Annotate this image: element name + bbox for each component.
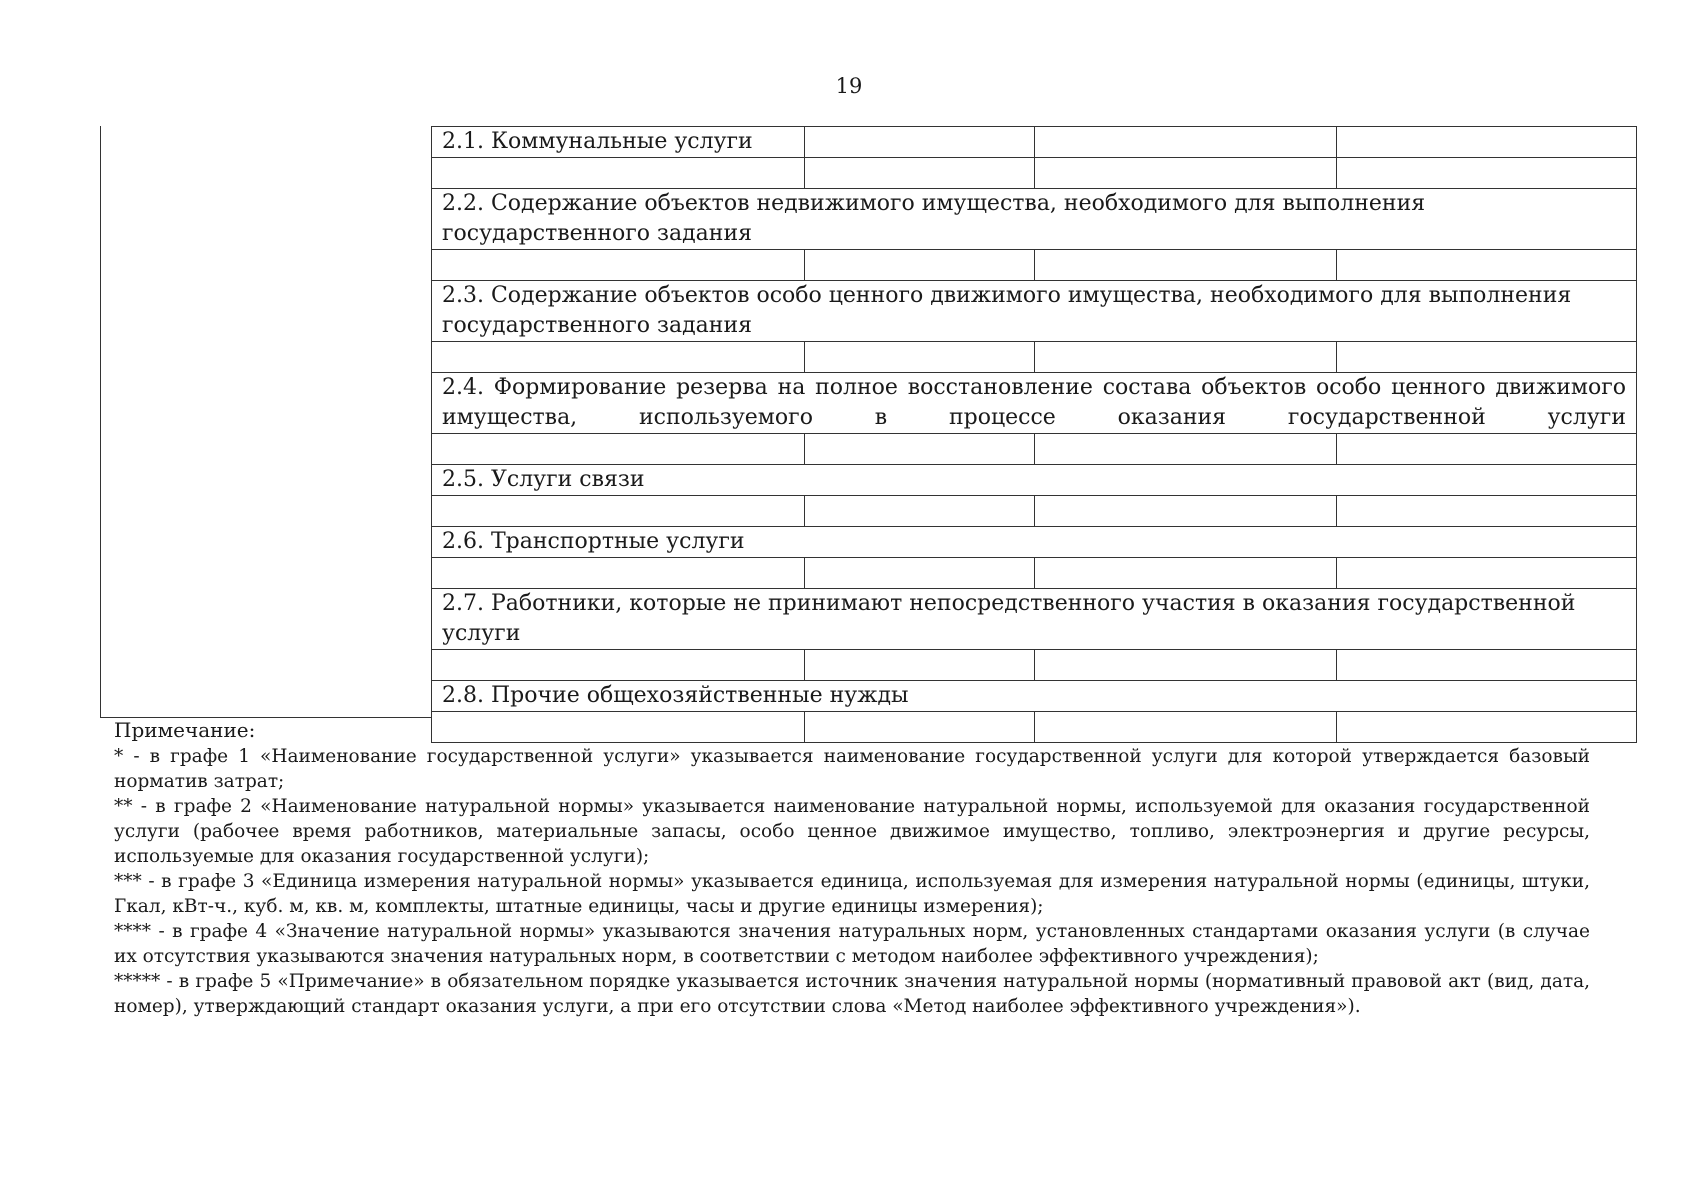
row-label: 2.5. Услуги связи — [432, 465, 1637, 496]
notes-title: Примечание: — [114, 718, 256, 742]
table-row — [432, 650, 1637, 681]
table-cell — [1035, 250, 1337, 281]
table-cell — [432, 650, 805, 681]
table-cell — [432, 434, 805, 465]
table-row — [432, 373, 1637, 434]
row-label: 2.1. Коммунальные услуги — [432, 127, 805, 158]
norms-table — [431, 126, 1637, 743]
table-cell — [805, 158, 1035, 189]
table-row — [432, 342, 1637, 373]
table-left-column-frame — [100, 126, 432, 718]
table-cell — [805, 342, 1035, 373]
table-row — [432, 558, 1637, 589]
table-row — [432, 589, 1637, 650]
notes-section — [114, 718, 1590, 1019]
table-row — [432, 434, 1637, 465]
table-cell — [1035, 496, 1337, 527]
table-cell — [1337, 650, 1637, 681]
table-cell — [1035, 127, 1337, 158]
table-cell — [1035, 558, 1337, 589]
table-cell — [805, 127, 1035, 158]
note-item: ** - в графе 2 «Наименование натуральной нормы» указывается наименование натуральной нормы, используемой для оказания государственной услуги (рабочее время работников, материальные запасы, особо ценное движимое имущество, топливо, электроэнергия и другие ресурсы, используемые для оказания государственной услуги); — [114, 796, 1590, 867]
table-cell — [432, 250, 805, 281]
row-label: 2.3. Содержание объектов особо ценного движимого имущества, необходимого для выполнения государственного задания — [432, 281, 1637, 342]
table-row — [432, 465, 1637, 496]
row-label: 2.8. Прочие общехозяйственные нужды — [432, 681, 1637, 712]
table-row — [432, 250, 1637, 281]
table-cell — [1035, 342, 1337, 373]
table-row — [432, 496, 1637, 527]
page-number: 19 — [835, 74, 863, 98]
table-cell — [1337, 250, 1637, 281]
table-row — [432, 681, 1637, 712]
table-row — [432, 281, 1637, 342]
table-cell — [1035, 650, 1337, 681]
table-row — [432, 527, 1637, 558]
table-cell — [805, 558, 1035, 589]
note-item: *** - в графе 3 «Единица измерения натуральной нормы» указывается единица, используемая для измерения натуральной нормы (единицы, штуки, Гкал, кВт-ч., куб. м, кв. м, комплекты, штатные единицы, часы и другие единицы измерения); — [114, 871, 1590, 917]
row-label: 2.2. Содержание объектов недвижимого имущества, необходимого для выполнения государственного задания — [432, 189, 1637, 250]
table-cell — [1035, 434, 1337, 465]
note-item: **** - в графе 4 «Значение натуральной нормы» указываются значения натуральных норм, установленных стандартами оказания услуги (в случае их отсутствия указываются значения натуральных норм, в соответствии с методом наиболее эффективного учреждения); — [114, 921, 1590, 967]
note-item: ***** - в графе 5 «Примечание» в обязательном порядке указывается источник значения натуральной нормы (нормативный правовой акт (вид, дата, номер), утверждающий стандарт оказания услуги, а при его отсутствии слова «Метод наиболее эффективного учреждения»). — [114, 971, 1590, 1017]
row-label: 2.4. Формирование резерва на полное восстановление состава объектов особо ценного движимого имущества, используемого в процессе оказания государственной услуги — [432, 373, 1637, 434]
row-label: 2.6. Транспортные услуги — [432, 527, 1637, 558]
table-cell — [1337, 127, 1637, 158]
table-cell — [1337, 558, 1637, 589]
table-cell — [432, 342, 805, 373]
table-row — [432, 158, 1637, 189]
table-row — [432, 189, 1637, 250]
table-cell — [805, 650, 1035, 681]
table-cell — [805, 434, 1035, 465]
note-item: * - в графе 1 «Наименование государственной услуги» указывается наименование государственной услуги для которой утверждается базовый норматив затрат; — [114, 746, 1590, 792]
table-cell — [432, 558, 805, 589]
table-cell — [1035, 158, 1337, 189]
table-cell — [1337, 434, 1637, 465]
table-cell — [1337, 496, 1637, 527]
table-cell — [432, 496, 805, 527]
table-cell — [805, 496, 1035, 527]
table-cell — [432, 158, 805, 189]
table-cell — [1337, 342, 1637, 373]
table-cell — [805, 250, 1035, 281]
table-row — [432, 127, 1637, 158]
row-label: 2.7. Работники, которые не принимают непосредственного участия в оказания государственной услуги — [432, 589, 1637, 650]
table-cell — [1337, 158, 1637, 189]
